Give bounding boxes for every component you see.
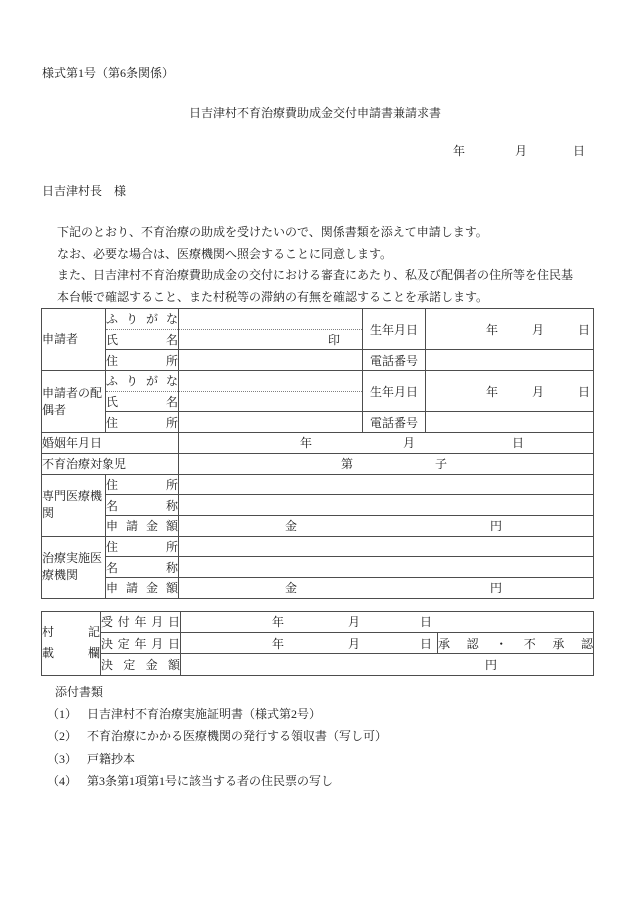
day-label: 日 bbox=[420, 636, 433, 651]
attachment-item bbox=[47, 748, 630, 771]
approval-options: 承認・不承認 bbox=[438, 632, 594, 653]
marriage-date-label: 婚姻年月日 bbox=[42, 433, 179, 454]
applicant-furigana-label: ふりがな bbox=[106, 309, 179, 330]
amount-kin-label: 金 bbox=[285, 581, 298, 596]
statement-line: 下記のとおり、不育治療の助成を受けたいので、関係書類を添えて申請します。 bbox=[57, 225, 488, 239]
table-row bbox=[42, 557, 594, 578]
treating-address-label: 住所 bbox=[106, 536, 179, 557]
table-row bbox=[42, 577, 594, 598]
specialist-amount-value-area bbox=[179, 515, 594, 536]
table-row bbox=[42, 412, 594, 433]
spouse-furigana-input-area bbox=[179, 371, 363, 392]
spouse-group-label: 申請者の配偶者 bbox=[42, 371, 106, 433]
header-year-label: 年 bbox=[452, 144, 465, 158]
specialist-address-input-area bbox=[179, 474, 594, 495]
attachments-list bbox=[47, 703, 630, 793]
table-row bbox=[42, 611, 594, 632]
table-row bbox=[42, 371, 594, 392]
reception-date-value-area bbox=[181, 611, 594, 632]
specialist-address-label: 住所 bbox=[106, 474, 179, 495]
attachment-item bbox=[47, 703, 630, 726]
spouse-birthdate-value-area bbox=[426, 371, 594, 412]
applicant-birthdate-value-area bbox=[426, 309, 594, 350]
statement-line: なお、必要な場合は、医療機関へ照会することに同意します。 bbox=[57, 246, 393, 261]
table-row bbox=[42, 433, 594, 454]
applicant-group-label: 申請者 bbox=[42, 309, 106, 371]
applicant-phone-input-area bbox=[426, 350, 594, 371]
table-row bbox=[42, 350, 594, 371]
specialist-name-label: 名称 bbox=[106, 495, 179, 516]
specialist-group-label: 専門医療機関 bbox=[42, 474, 106, 536]
treating-group-label: 治療実施医療機関 bbox=[42, 536, 106, 598]
month-label: 月 bbox=[531, 384, 544, 399]
month-label: 月 bbox=[403, 436, 416, 451]
attachment-item bbox=[47, 725, 630, 748]
header-date-line bbox=[0, 144, 630, 158]
attachment-text: 第3条第1項第1号に該当する者の住民票の写し bbox=[87, 774, 334, 789]
marriage-date-value-area bbox=[179, 433, 594, 454]
application-statement bbox=[57, 222, 630, 308]
attachment-number: （1） bbox=[47, 706, 78, 721]
day-label: 日 bbox=[512, 436, 525, 451]
applicant-address-label: 住所 bbox=[106, 350, 179, 371]
village-record-column-label: 村記 載欄 bbox=[42, 611, 101, 675]
attachment-text: 日吉津村不育治療実施証明書（様式第2号） bbox=[87, 706, 322, 721]
table-row bbox=[42, 474, 594, 495]
decision-amount-value-area bbox=[181, 654, 594, 675]
treating-amount-value-area bbox=[179, 577, 594, 598]
amount-yen-label: 円 bbox=[490, 581, 503, 596]
village-use-table bbox=[41, 611, 594, 676]
day-label: 日 bbox=[420, 615, 433, 630]
attachment-number: （3） bbox=[47, 751, 78, 766]
spouse-address-label: 住所 bbox=[106, 412, 179, 433]
spouse-name-label: 氏名 bbox=[106, 391, 179, 412]
table-row bbox=[42, 453, 594, 474]
year-label: 年 bbox=[485, 322, 498, 337]
spouse-phone-input-area bbox=[426, 412, 594, 433]
year-label: 年 bbox=[485, 384, 498, 399]
year-label: 年 bbox=[272, 615, 285, 630]
treating-name-input-area bbox=[179, 557, 594, 578]
applicant-address-input-area bbox=[179, 350, 363, 371]
day-label: 日 bbox=[577, 384, 590, 399]
amount-yen-label: 円 bbox=[485, 657, 498, 672]
attachments-heading: 添付書類 bbox=[55, 684, 104, 699]
year-label: 年 bbox=[272, 636, 285, 651]
statement-line: また、日吉津村不育治療費助成金の交付における審査にあたり、私及び配偶者の住所等を住民基 bbox=[57, 268, 574, 282]
table-row bbox=[42, 309, 594, 330]
table-row bbox=[42, 632, 594, 653]
amount-kin-label: 金 bbox=[285, 519, 298, 534]
treating-name-label: 名称 bbox=[106, 557, 179, 578]
specialist-name-input-area bbox=[179, 495, 594, 516]
spouse-phone-label: 電話番号 bbox=[363, 412, 426, 433]
addressee: 日吉津村長 様 bbox=[42, 184, 127, 198]
target-child-value-area bbox=[179, 453, 594, 474]
month-label: 月 bbox=[531, 322, 544, 337]
month-label: 月 bbox=[348, 636, 361, 651]
table-row bbox=[42, 515, 594, 536]
spouse-name-input-area bbox=[179, 391, 363, 412]
amount-yen-label: 円 bbox=[490, 519, 503, 534]
attachment-text: 戸籍抄本 bbox=[87, 751, 136, 766]
child-ordinal-suffix: 子 bbox=[435, 457, 448, 472]
form-number: 様式第1号（第6条関係） bbox=[42, 66, 175, 80]
decision-amount-label: 決定金額 bbox=[101, 654, 181, 675]
spouse-furigana-label: ふりがな bbox=[106, 371, 179, 392]
attachment-number: （4） bbox=[47, 774, 78, 789]
treating-address-input-area bbox=[179, 536, 594, 557]
header-day-label: 日 bbox=[572, 144, 585, 158]
attachment-item bbox=[47, 770, 630, 793]
table-row bbox=[42, 654, 594, 675]
month-label: 月 bbox=[348, 615, 361, 630]
decision-date-label: 決定年月日 bbox=[101, 632, 181, 653]
applicant-name-input-area bbox=[179, 329, 363, 350]
header-month-label: 月 bbox=[514, 144, 527, 158]
attachment-text: 不育治療にかかる医療機関の発行する領収書（写し可） bbox=[87, 729, 388, 744]
child-ordinal-prefix: 第 bbox=[341, 457, 354, 472]
spouse-address-input-area bbox=[179, 412, 363, 433]
statement-line: 本台帳で確認すること、また村税等の滞納の有無を確認することを承諾します。 bbox=[57, 289, 489, 304]
application-table bbox=[41, 308, 594, 599]
applicant-phone-label: 電話番号 bbox=[363, 350, 426, 371]
applicant-birthdate-label: 生年月日 bbox=[363, 309, 426, 350]
decision-date-value-area bbox=[181, 632, 438, 653]
year-label: 年 bbox=[300, 436, 313, 451]
page-title: 日吉津村不育治療費助成金交付申請書兼請求書 bbox=[188, 106, 441, 120]
target-child-label: 不育治療対象児 bbox=[42, 453, 179, 474]
reception-date-label: 受付年月日 bbox=[101, 611, 181, 632]
seal-mark: 印 bbox=[327, 333, 340, 348]
applicant-name-label: 氏名 bbox=[106, 329, 179, 350]
spouse-birthdate-label: 生年月日 bbox=[363, 371, 426, 412]
applicant-furigana-input-area bbox=[179, 309, 363, 330]
specialist-amount-label: 申請金額 bbox=[106, 515, 179, 536]
attachment-number: （2） bbox=[47, 729, 78, 744]
treating-amount-label: 申請金額 bbox=[106, 577, 179, 598]
table-row bbox=[42, 495, 594, 516]
day-label: 日 bbox=[577, 322, 590, 337]
table-row bbox=[42, 536, 594, 557]
